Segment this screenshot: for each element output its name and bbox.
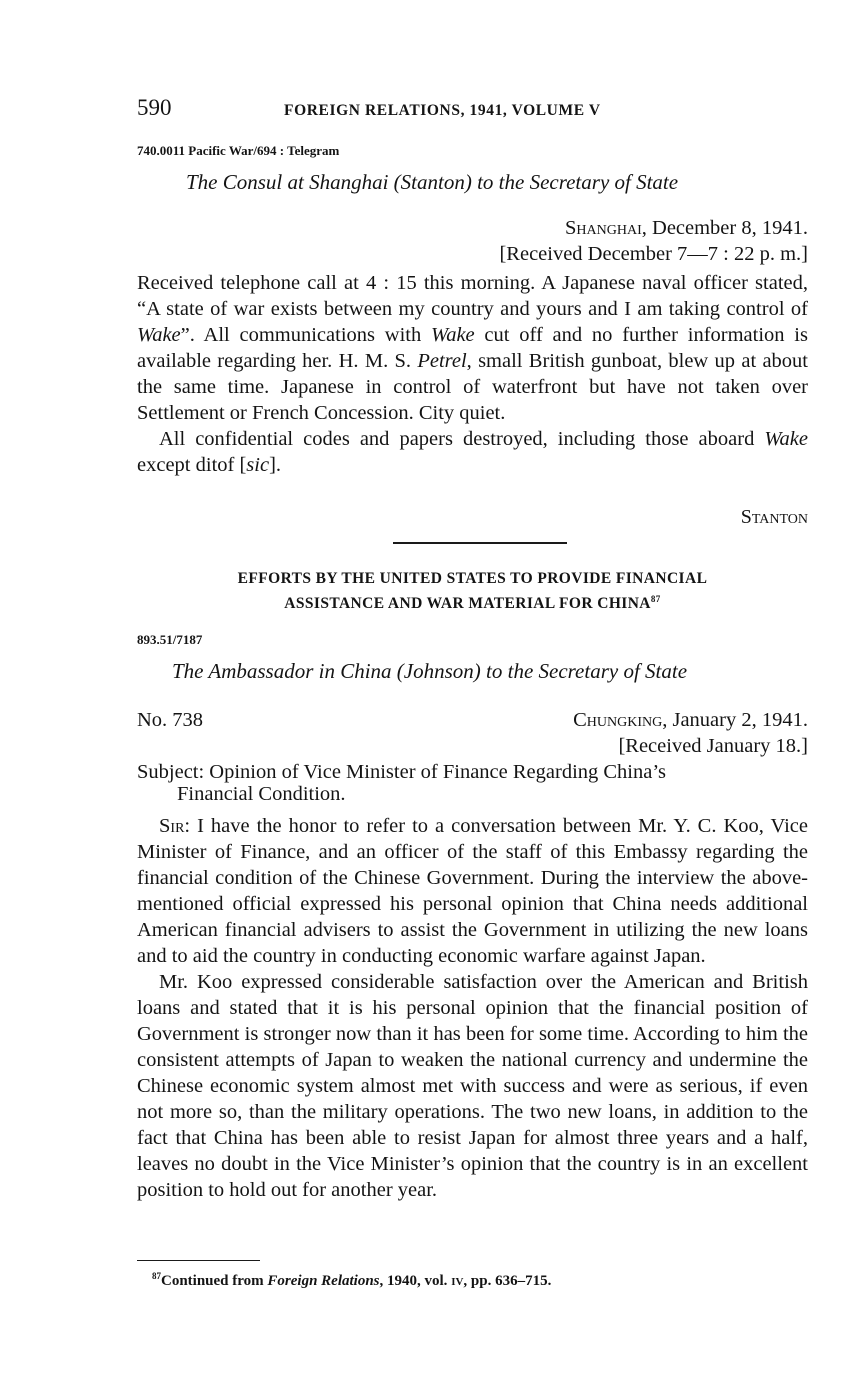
despatch-body	[137, 813, 808, 1203]
running-title: FOREIGN RELATIONS, 1941, VOLUME V	[284, 102, 601, 119]
dateline	[565, 215, 808, 241]
footnote: $^{87}$Continued from Foreign Relations, 1940, vol. iv, pp. 636–715.	[152, 1271, 552, 1289]
page-number: 590	[137, 95, 172, 120]
section-divider	[393, 542, 567, 544]
ship-name: Wake	[764, 428, 808, 450]
telegram-body	[137, 270, 808, 478]
ship-name: Petrel	[417, 350, 467, 372]
footnote-rule	[137, 1260, 260, 1261]
dateline-date: , January 2, 1941.	[662, 709, 808, 731]
dateline	[573, 707, 808, 733]
paragraph: Sir: I have the honor to refer to a conversation between Mr. Y. C. Koo, Vice Minister of Finance, and an officer of the staff of this Embassy regarding the financial condition of the Chinese Government. During the interview the above-mentioned official expressed his personal opinion that China needs additional American financial advisers to assist the Government in utilizing the new loans and to aid the country in conducting economic warfare against Japan.	[137, 815, 808, 967]
document-title: The Ambassador in China (Johnson) to the Secretary of State	[172, 659, 688, 683]
subject-line: Subject: Opinion of Vice Minister of Finance Regarding China’s Financial Condition.	[137, 761, 667, 805]
footnote-mark: 87	[152, 1271, 161, 1281]
ship-name: Wake	[137, 324, 181, 346]
footnote-ref: 87	[650, 594, 661, 604]
signature: Stanton	[740, 506, 808, 528]
document-title: The Consul at Shanghai (Stanton) to the Secretary of State	[186, 170, 679, 194]
file-reference: 893.51/7187	[137, 632, 203, 647]
dateline-date: , December 8, 1941.	[641, 217, 808, 239]
dateline-place: Chungking	[573, 709, 663, 731]
paragraph: Mr. Koo expressed considerable satisfaction over the American and British loans and stated that it is his personal opinion that the financial position of Government is stronger now than it has been for some time. According to him the consistent attempts of Japan to weaken the national currency and undermine the Chinese economic system almost met with success and were as serious, if even not more so, than the military operations. The two new loans, in addition to the fact that China has been able to resist Japan for almost three years and a half, leaves no doubt in the Vice Minister’s opinion that the country is in an excellent position to hold out for another year.	[137, 971, 808, 1201]
paragraph: All confidential codes and papers destroyed, including those aboard Wake except ditof [sic].	[137, 428, 808, 476]
section-heading: EFFORTS BY THE UNITED STATES TO PROVIDE FINANCIAL ASSISTANCE AND WAR MATERIAL FOR CHINA$^{87}$	[237, 570, 708, 613]
salutation: Sir	[159, 815, 185, 837]
paragraph: Received telephone call at 4 : 15 this morning. A Japanese naval officer stated, “A state of war exists between my country and yours and I am taking control of Wake”. All communications with Wake cut off and no further information is available regarding her. H. M. S. Petrel, small British gunboat, blew up at about the same time. Japanese in control of waterfront but have not taken over Settlement or French Concession. City quiet.	[137, 272, 808, 424]
file-reference: 740.0011 Pacific War/694 : Telegram	[137, 143, 340, 158]
received-note: [Received December 7—7 : 22 p. m.]	[499, 243, 808, 265]
ship-name: Wake	[431, 324, 475, 346]
despatch-number: No. 738	[137, 709, 204, 731]
received-note: [Received January 18.]	[618, 735, 808, 757]
dateline-place: Shanghai	[565, 217, 642, 239]
